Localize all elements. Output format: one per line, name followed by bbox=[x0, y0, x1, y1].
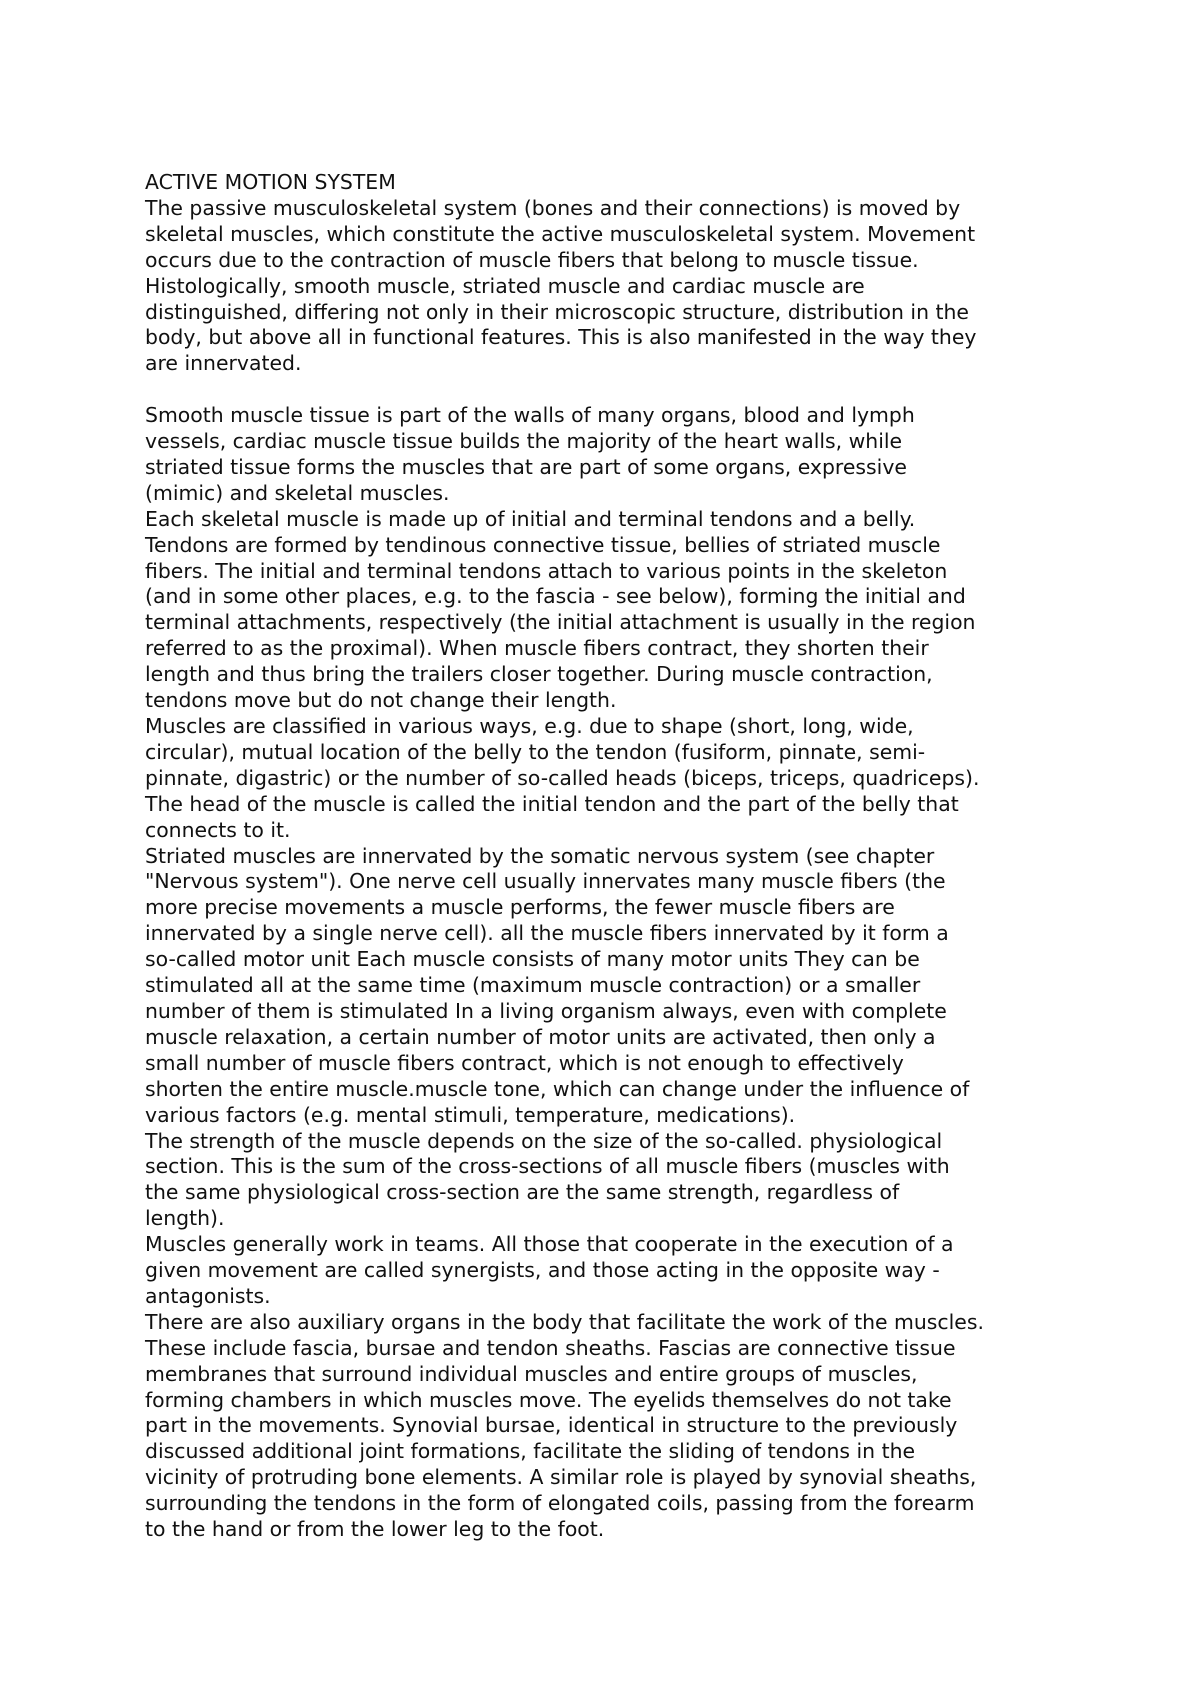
paragraph-classification: Muscles are classified in various ways, e.g. due to shape (short, long, wide, circular), mutual location of the belly to the tendon (fusiform, pinnate, semi- pinnate, digastric) or the number of so-called heads (biceps, triceps, quadriceps). The head of the muscle is called the initial tendon and the part of the belly that connects to it. bbox=[145, 714, 980, 842]
paragraph-auxiliary-organs: There are also auxiliary organs in the body that facilitate the work of the muscles. These include fascia, bursae and tendon sheaths. Fascias are connective tissue membranes that surround individual muscles and entire groups of muscles, forming chambers in which muscles move. The eyelids themselves do not take part in the movements. Synovial bursae, identical in structure to the previously discussed additional joint formations, facilitate the sliding of tendons in the vicinity of protruding bone elements. A similar role is played by synovial sheaths, surrounding the tendons in the form of elongated coils, passing from the forearm to the hand or from the lower leg to the foot. bbox=[145, 1309, 984, 1542]
paragraph-innervation: Striated muscles are innervated by the somatic nervous system (see chapter "Nervous system"). One nerve cell usually innervates many muscle fibers (the more precise movements a muscle performs, the fewer muscle fibers are innervated by a single nerve cell). all the muscle fibers innervated by it form a so-called motor unit Each muscle consists of many motor units They can be stimulated all at the same time (maximum muscle contraction) or a smaller number of them is stimulated In a living organism always, even with complete muscle relaxation, a certain number of motor units are activated, then only a small number of muscle fibers contract, which is not enough to effectively shorten the entire muscle.muscle tone, which can change under the influence of various factors (e.g. mental stimuli, temperature, medications). bbox=[145, 843, 970, 1127]
paragraph-teams: Muscles generally work in teams. All those that cooperate in the execution of a given movement are called synergists, and those acting in the opposite way - antagonists. bbox=[145, 1232, 954, 1308]
document-body bbox=[145, 170, 1070, 1543]
paragraph-strength: The strength of the muscle depends on the size of the so-called. physiological section. This is the sum of the cross-sections of all muscle fibers (muscles with the same physiological cross-section are the same strength, regardless of length). bbox=[145, 1128, 950, 1231]
paragraph-intro: The passive musculoskeletal system (bones and their connections) is moved by skeletal muscles, which constitute the active musculoskeletal system. Movement occurs due to the contraction of muscle fibers that belong to muscle tissue. Histologically, smooth muscle, striated muscle and cardiac muscle are distinguished, differing not only in their microscopic structure, distribution in the body, but above all in functional features. This is also manifested in the way they are innervated. bbox=[145, 195, 977, 376]
paragraph-skeletal-muscle: Each skeletal muscle is made up of initial and terminal tendons and a belly. Tendons are formed by tendinous connective tissue, bellies of striated muscle fibers. The initial and terminal tendons attach to various points in the skeleton (and in some other places, e.g. to the fascia - see below), forming the initial and terminal attachments, respectively (the initial attachment is usually in the region referred to as the proximal). When muscle fibers contract, they shorten their length and thus bring the trailers closer together. During muscle contraction, tendons move but do not change their length. bbox=[145, 506, 976, 713]
paragraph-spacer bbox=[145, 377, 1070, 403]
paragraph-smooth-muscle: Smooth muscle tissue is part of the walls of many organs, blood and lymph vessels, cardiac muscle tissue builds the majority of the heart walls, while striated tissue forms the muscles that are part of some organs, expressive (mimic) and skeletal muscles. bbox=[145, 403, 915, 505]
document-title: ACTIVE MOTION SYSTEM bbox=[145, 170, 396, 194]
